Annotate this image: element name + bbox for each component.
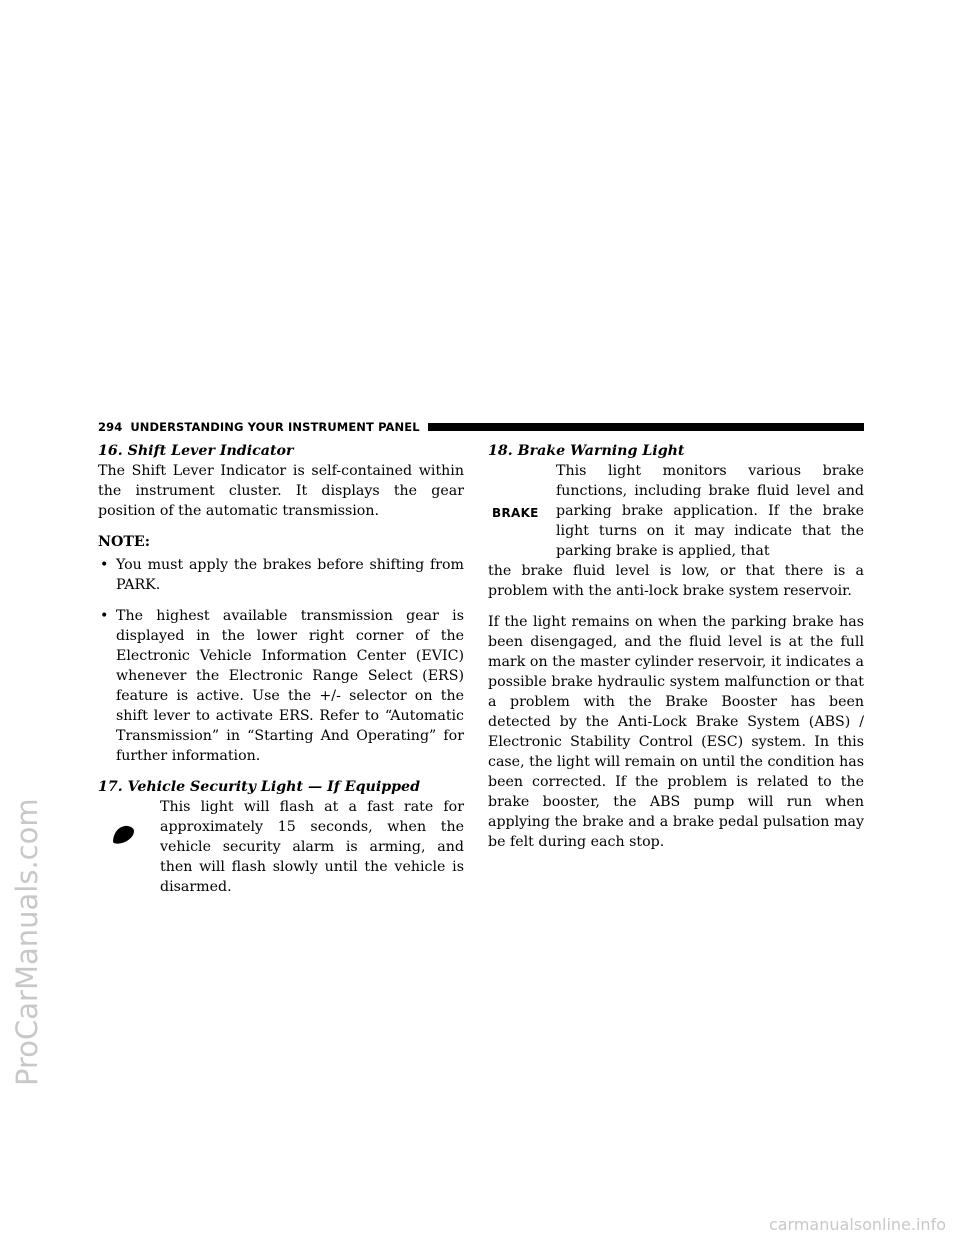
section-17-body: This light will flash at a fast rate for approximately 15 seconds, when the vehicle security alarm is arming, and then will flash slowly until the vehicle is disarmed. <box>160 799 464 895</box>
left-column <box>98 441 464 897</box>
bottom-watermark: carmanualsonline.info <box>768 1215 946 1234</box>
section-18-heading: 18. Brake Warning Light <box>488 443 685 459</box>
right-column <box>488 441 864 852</box>
section-17-heading: 17. Vehicle Security Light — If Equipped <box>98 779 421 795</box>
note-bullet-text: You must apply the brakes before shifting from PARK. <box>116 557 464 593</box>
section-16-heading: 16. Shift Lever Indicator <box>98 443 294 459</box>
section-18-body-2: If the light remains on when the parking brake has been disengaged, and the fluid level is at the full mark on the master cylinder reservoir, it indicates a possible brake hydraulic system malfunction or that a problem with the Brake Booster has been detected by the Anti-Lock Brake System (ABS) / Electronic Stability Control (ESC) system. In this case, the light will remain on until the condition has been corrected. If the problem is related to the brake booster, the ABS pump will run when applying the brake and a brake pedal pulsation may be felt during each stop. <box>488 614 864 850</box>
side-watermark: ProCarManuals.com <box>10 798 44 1086</box>
section-18-body-continued: the brake fluid level is low, or that there is a problem with the anti-lock brake system reservoir. <box>488 563 864 599</box>
note-bullet-text: The highest available transmission gear is displayed in the lower right corner of the Electronic Vehicle Information Center (EVIC) whenever the Electronic Range Select (ERS) feature is active. Use the +/- selector on the shift lever to activate ERS. Refer to “Automatic Transmission” in “Starting And Operating” for further information. <box>116 608 464 764</box>
header-rule <box>428 423 864 431</box>
section-18-block <box>488 461 864 561</box>
section-16-body: The Shift Lever Indicator is self-contained within the instrument cluster. It displays the gear position of the automatic transmission. <box>98 463 464 519</box>
note-label: NOTE: <box>98 534 150 550</box>
vehicle-security-icon <box>110 823 136 845</box>
brake-warning-icon: BRAKE <box>492 506 539 520</box>
bullet-dot: • <box>100 557 109 573</box>
bullet-dot: • <box>100 608 109 624</box>
note-bullet-2 <box>98 606 464 766</box>
section-17-block <box>98 797 464 897</box>
note-bullet-1 <box>98 555 464 595</box>
section-18-body-indented: This light monitors various brake functions, including brake fluid level and parking brake application. If the brake light turns on it may indicate that the parking brake is applied, that <box>556 463 864 559</box>
header-text <box>98 420 420 434</box>
page-header <box>98 418 864 436</box>
page-number: 294 <box>98 420 123 434</box>
chapter-title: UNDERSTANDING YOUR INSTRUMENT PANEL <box>130 420 420 434</box>
